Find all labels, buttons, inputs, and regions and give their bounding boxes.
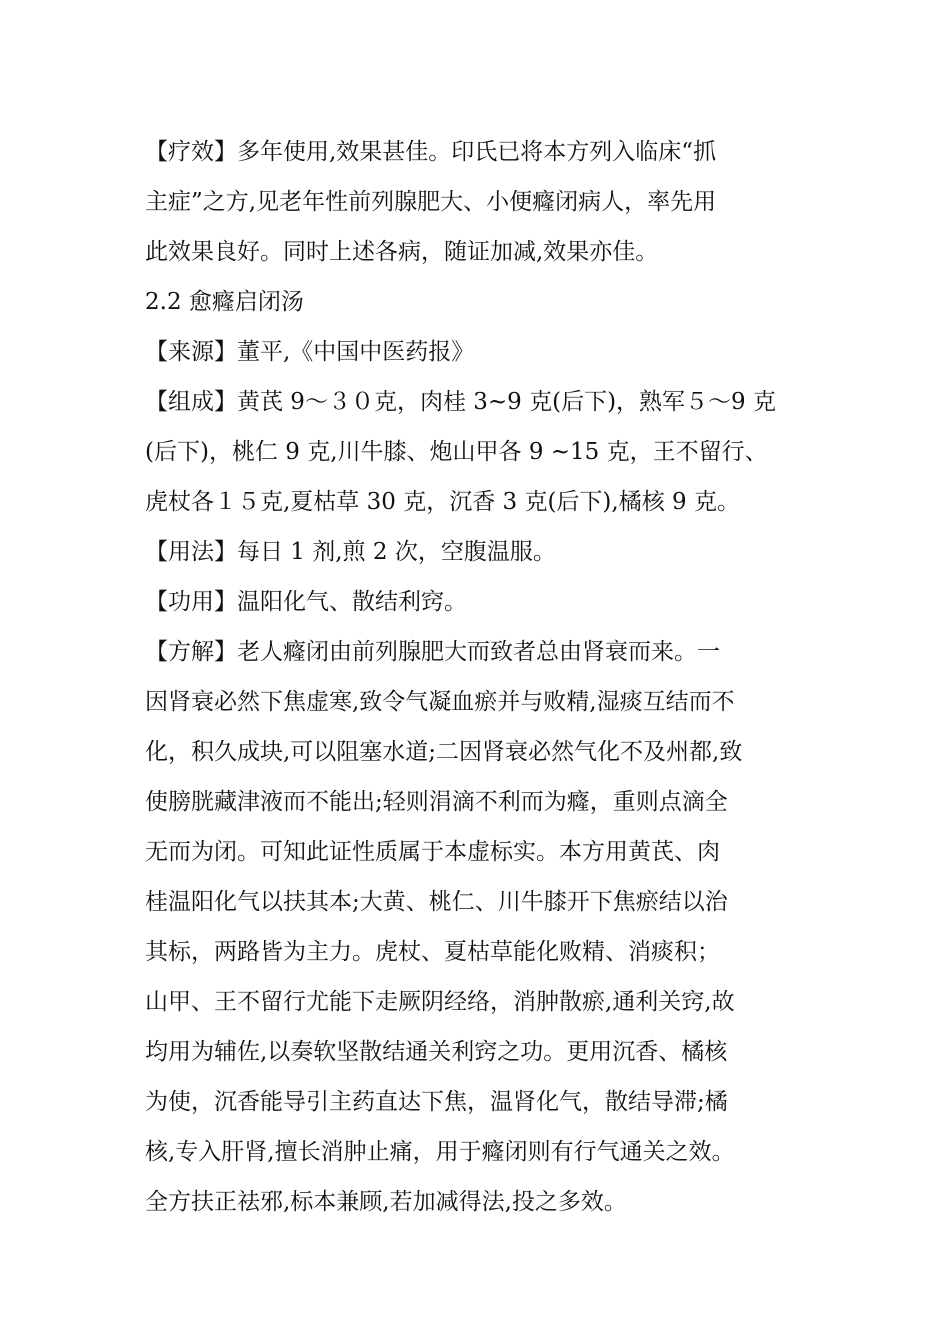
text-line: 全方扶正祛邪,标本兼顾,若加减得法,投之多效。	[145, 1189, 627, 1215]
text-line: 其标，两路皆为主力。虎杖、夏枯草能化败精、消痰积；	[145, 939, 720, 965]
line-explanation: 【方解】老人癃闭由前列腺肥大而致者总由肾衰而来。一	[145, 639, 720, 665]
text-line: 虎杖各１５克,夏枯草 30 克，沉香 3 克(后下),橘核 9 克。	[145, 489, 740, 515]
text-line: 核,专入肝肾,擅长消肿止痛，用于癃闭则有行气通关之效。	[145, 1139, 735, 1165]
text-line: 无而为闭。可知此证性质属于本虚标实。本方用黄芪、肉	[145, 839, 720, 865]
line-function: 【功用】温阳化气、散结利窍。	[145, 589, 467, 615]
text-line: 使膀胱藏津液而不能出;轻则涓滴不利而为癃，重则点滴全	[145, 789, 728, 815]
text-line: 为使，沉香能导引主药直达下焦，温肾化气，散结导滞;橘	[145, 1089, 728, 1115]
line-composition: 【组成】黄芪 9～３０克，肉桂 3~9 克(后下)，熟军５～9 克	[145, 389, 776, 415]
text-line: 因肾衰必然下焦虚寒,致令气凝血瘀并与败精,湿痰互结而不	[145, 689, 735, 715]
line-efficacy: 【疗效】多年使用,效果甚佳。印氏已将本方列入临床“抓	[145, 139, 717, 165]
line-source: 【来源】董平,《中国中医药报》	[145, 339, 475, 365]
text-line: 均用为辅佐,以奏软坚散结通关利窍之功。更用沉香、橘核	[145, 1039, 728, 1065]
text-line: 桂温阳化气以扶其本;大黄、桃仁、川牛膝开下焦瘀结以治	[145, 889, 728, 915]
text-line: (后下)，桃仁 9 克,川牛膝、炮山甲各 9 ~15 克，王不留行、	[145, 439, 768, 465]
line-usage: 【用法】每日 1 剂,煎 2 次，空腹温服。	[145, 539, 556, 565]
text-line: 化，积久成块,可以阻塞水道;二因肾衰必然气化不及州都,致	[145, 739, 743, 765]
text-line: 主症”之方,见老年性前列腺肥大、小便癃闭病人，率先用	[145, 189, 717, 215]
section-heading: 2.2 愈癃启闭汤	[145, 289, 304, 315]
text-line: 山甲、王不留行尤能下走厥阴经络，消肿散瘀,通利关窍,故	[145, 989, 735, 1015]
text-line: 此效果良好。同时上述各病，随证加减,效果亦佳。	[145, 239, 659, 265]
document-body	[145, 127, 815, 1227]
